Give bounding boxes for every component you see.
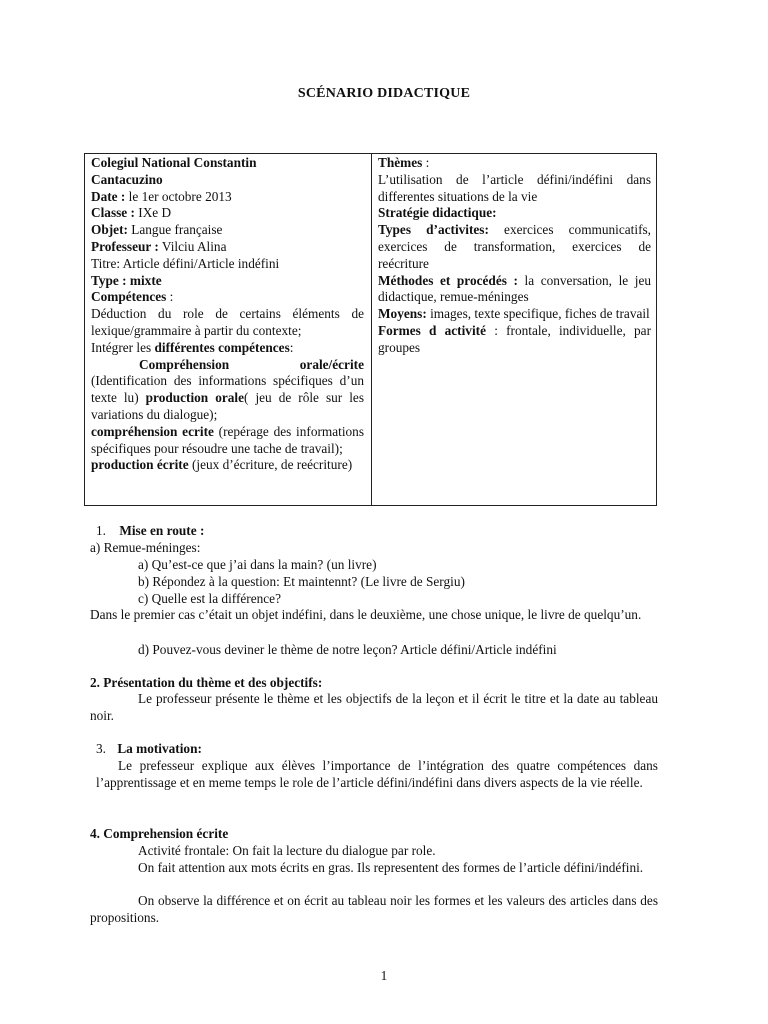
strategie-row xyxy=(378,205,651,222)
teacher-row xyxy=(91,239,364,256)
object-row xyxy=(91,222,364,239)
section-3-title: La motivation: xyxy=(117,741,202,756)
teacher-label: Professeur : xyxy=(91,238,159,254)
table-right-cell xyxy=(378,155,651,357)
types-paragraph xyxy=(378,222,651,272)
document-title: SCÉNARIO DIDACTIQUE xyxy=(297,86,471,101)
date-row xyxy=(91,189,364,206)
methodes-label: Méthodes et procédés : xyxy=(378,272,518,288)
competences-label: Compétences xyxy=(91,289,167,305)
themes-colon: : xyxy=(422,155,430,170)
date-label: Date : xyxy=(91,188,126,204)
object-label: Objet: xyxy=(91,222,128,238)
comprehension-ecrite-label: compréhension ecrite xyxy=(91,423,214,439)
types-text: exercices communicatifs, exercices de transformation, exercices de reécriture xyxy=(378,222,651,271)
class-value: IXe D xyxy=(134,205,172,221)
production-ecrite-paragraph xyxy=(91,457,364,474)
production-ecrite-label: production écrite xyxy=(91,457,189,473)
class-row xyxy=(91,205,364,222)
comprehension-ecrite-paragraph xyxy=(91,424,364,458)
section-1-title: Mise en route : xyxy=(119,523,205,538)
class-label: Classe : xyxy=(91,205,135,221)
integrer-suffix: : xyxy=(289,339,294,355)
types-label: Types d’activites: xyxy=(378,222,489,238)
competences-row xyxy=(91,289,364,306)
comprehension-orale-paragraph xyxy=(91,357,364,424)
section-2-heading xyxy=(90,675,322,692)
moyens-paragraph xyxy=(378,306,651,323)
section-2-paragraph: Le professeur présente le thème et les objectifs de la leçon et il écrit le titre et la date au tableau noir. xyxy=(90,691,658,723)
integrer-row xyxy=(91,340,364,357)
school-name-line1: Colegiul National Constantin xyxy=(91,155,257,170)
formes-paragraph xyxy=(378,323,651,357)
page-number: 1 xyxy=(380,968,388,983)
type-row xyxy=(91,273,364,290)
section-1-remue: a) Remue-méninges: xyxy=(90,540,201,555)
comprehension-orale-label: Compréhension orale/écrite xyxy=(139,356,364,372)
titre-value: Article défini/Article indéfini xyxy=(120,255,280,271)
formes-text: : frontale, individuelle, par groupes xyxy=(378,322,651,355)
teacher-value: Vilciu Alina xyxy=(158,238,227,254)
section-4-title: 4. Comprehension écrite xyxy=(90,826,229,841)
section-1-question-b: b) Répondez à la question: Et maintennt? (Le livre de Sergiu) xyxy=(138,574,465,589)
section-4-heading xyxy=(90,826,228,843)
integrer-prefix: Intégrer les xyxy=(91,339,155,355)
section-2-title: 2. Présentation du thème et des objectifs: xyxy=(90,675,323,690)
school-name-line2: Cantacuzino xyxy=(91,171,163,187)
titre-label: Titre: xyxy=(91,255,121,271)
object-value: Langue française xyxy=(127,222,223,238)
school-name xyxy=(91,155,364,189)
comprehension-ecrite-text: (repérage des informations spécifiques pour résoudre une tache de travail); xyxy=(91,423,364,456)
section-1-question-a: a) Qu’est-ce que j’ai dans la main? (un livre) xyxy=(138,557,377,572)
comprehension-orale-heading xyxy=(91,357,364,374)
type-label: Type : mixte xyxy=(91,272,162,288)
competences-colon: : xyxy=(166,289,174,305)
moyens-text: images, texte specifique, fiches de travail xyxy=(426,306,650,322)
competences-text: Déduction du role de certains éléments de lexique/grammaire à partir du contexte; xyxy=(91,306,364,338)
table-column-divider xyxy=(371,154,372,505)
section-3-number: 3. xyxy=(96,741,106,756)
table-left-cell xyxy=(91,155,364,474)
comprehension-orale-text: (Identification des informations spécifiques d’un texte lu) xyxy=(91,373,364,406)
section-3-heading xyxy=(96,741,202,758)
section-1-paragraph: Dans le premier cas c’était un objet indéfini, dans le deuxième, une chose unique, le livre de quelqu’un. xyxy=(90,607,642,622)
methodes-paragraph xyxy=(378,273,651,307)
lesson-info-table xyxy=(84,153,657,506)
integrer-bold: différentes compétences xyxy=(154,339,290,355)
formes-label: Formes d activité xyxy=(378,322,486,338)
date-value: le 1er octobre 2013 xyxy=(125,188,232,204)
themes-text: L’utilisation de l’article défini/indéfini dans differentes situations de la vie xyxy=(378,171,651,204)
section-1-question-d: d) Pouvez-vous deviner le thème de notre leçon? Article défini/Article indéfini xyxy=(138,642,557,657)
methodes-text: la conversation, le jeu didactique, remue-méninges xyxy=(378,272,651,305)
moyens-label: Moyens: xyxy=(378,306,427,322)
themes-label: Thèmes xyxy=(378,155,423,170)
section-4-paragraph-3: On observe la différence et on écrit au tableau noir les formes et les valeurs des articles dans des propositions. xyxy=(90,893,658,925)
production-orale-text: ( jeu de rôle sur les variations du dialogue); xyxy=(91,390,364,422)
production-orale-label: production orale xyxy=(145,390,245,406)
section-1-heading xyxy=(96,523,204,540)
section-4-paragraph-2: On fait attention aux mots écrits en gras. Ils representent des formes de l’article défini/indéfini. xyxy=(138,860,644,875)
themes-row xyxy=(378,155,651,172)
section-1-number: 1. xyxy=(96,523,106,538)
section-1-question-c: c) Quelle est la différence? xyxy=(138,591,281,606)
titre-row xyxy=(91,256,364,273)
section-4-paragraph-1: Activité frontale: On fait la lecture du dialogue par role. xyxy=(138,843,436,858)
strategie-label: Stratégie didactique: xyxy=(378,205,497,221)
production-ecrite-text: (jeux d’écriture, de reécriture) xyxy=(188,457,353,473)
section-3-paragraph: Le prefesseur explique aux élèves l’importance de l’intégration des quatre compétences dans l’apprentissage et en meme temps le role de l’article défini/indéfini dans divers aspects de la vie réelle. xyxy=(96,758,658,790)
